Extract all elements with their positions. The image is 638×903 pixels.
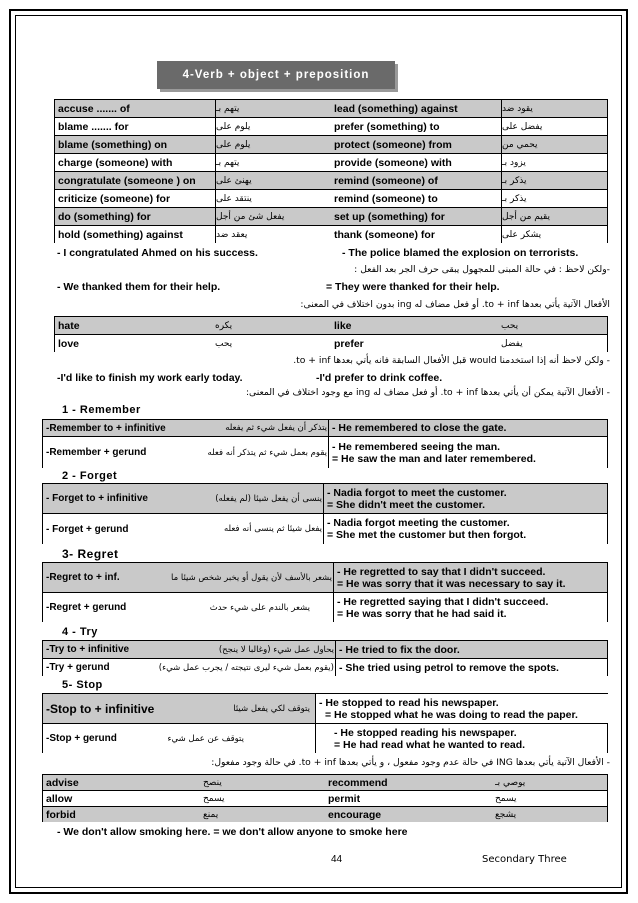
table-cell: يسمح: [203, 793, 225, 804]
table-cell: يفضل: [501, 338, 523, 349]
table-row: [55, 317, 607, 335]
banner-title: 4-Verb + object + preposition: [182, 69, 370, 81]
table-cell: يحمي من: [501, 136, 612, 153]
table-row: [43, 420, 607, 437]
verb-object-preposition-table: [54, 99, 608, 243]
table-cell: provide (someone) with: [334, 156, 452, 169]
table-cell: accuse ....... of: [58, 102, 130, 115]
table-cell: يذكر بـ: [501, 190, 612, 207]
table-cell: يعقد ضد: [215, 226, 334, 243]
table-cell: blame ....... for: [58, 120, 129, 133]
table-cell: thank (someone) for: [334, 228, 435, 241]
section-title-remember: 1 - Remember: [62, 404, 141, 416]
table-row: [43, 659, 607, 676]
arabic-note: - الأفعال الآتية يأتي بعدها ING في حالة عدم وجود مفعول ، و يأتي بعدها to + inf. في حالة وجود مفعول:: [211, 757, 610, 768]
table-cell: ينصح: [203, 777, 222, 788]
page-number: 44: [331, 854, 343, 865]
table-cell: يفضل على: [501, 118, 612, 135]
table-cell: advise: [46, 776, 79, 789]
table-row: [43, 593, 607, 622]
table-cell: - He stopped reading his newspaper. = He had read what he wanted to read.: [315, 724, 628, 753]
example-sentence: - The police blamed the explosion on terrorists.: [342, 247, 579, 259]
table-row: [43, 775, 607, 791]
table-cell: - Nadia forgot to meet the customer. = She didn't meet the customer.: [323, 484, 613, 513]
table-cell: يحب: [501, 320, 519, 331]
table-row: [55, 226, 607, 243]
table-cell: - Forget to + infinitive ينسى أن يفعل شيئا (لم يفعله): [46, 493, 322, 504]
table-cell: - She tried using petrol to remove the spots.: [335, 659, 613, 676]
table-cell: يمنع: [203, 809, 219, 820]
table-cell: يلوم على: [215, 118, 334, 135]
table-row: [55, 172, 607, 190]
table-cell: set up (something) for: [334, 210, 445, 223]
table-cell: يسمح: [495, 793, 517, 804]
table-row: [43, 563, 607, 593]
section-title-regret: 3- Regret: [62, 547, 119, 561]
table-row: [43, 807, 607, 822]
table-cell: يقيم من أجل: [501, 208, 612, 225]
table-cell: love: [58, 337, 80, 350]
table-cell: يفعل شئ من أجل: [215, 208, 334, 225]
stop-table: [42, 693, 608, 753]
table-cell: -Try + gerund (يقوم بعمل شيء ليرى نتيجته / يجرب عمل شيء): [46, 662, 334, 673]
example-sentence: -I'd like to finish my work early today.: [57, 372, 243, 384]
table-cell: -Stop + gerund يتوقف عن عمل شيء: [46, 733, 244, 744]
table-row: [55, 335, 607, 352]
table-cell: يحب: [215, 338, 233, 349]
table-cell: allow: [46, 792, 73, 805]
example-sentence: - We don't allow smoking here. = we don't allow anyone to smoke here: [57, 826, 408, 838]
table-cell: ينتقد على: [215, 190, 334, 207]
advise-verbs-table: [42, 774, 608, 822]
table-row: [55, 154, 607, 172]
table-cell: يزود بـ: [501, 154, 612, 171]
table-cell: encourage: [328, 808, 382, 821]
table-row: [55, 208, 607, 226]
table-cell: - He regretted to say that I didn't succeed. = He was sorry that it was necessary to say it.: [333, 563, 613, 592]
table-cell: -Regret to + inf. يشعر بالأسف لأن يقول أو يخبر شخص شيئا ما: [46, 572, 332, 583]
section-title-stop: 5- Stop: [62, 679, 103, 691]
table-cell: يوصي بـ: [495, 777, 526, 788]
table-cell: يتهم بـ: [215, 154, 334, 171]
example-sentence: = They were thanked for their help.: [326, 281, 500, 293]
table-cell: -Try to + infinitive يحاول عمل شيء (وغالبا لا ينجح): [46, 644, 334, 655]
table-cell: charge (someone) with: [58, 156, 173, 169]
table-cell: remind (someone) of: [334, 174, 438, 187]
example-sentence: -I'd prefer to drink coffee.: [316, 372, 443, 384]
table-row: [55, 136, 607, 154]
table-cell: - Forget + gerund يفعل شيئا ثم ينسى أنه فعله: [46, 523, 322, 535]
forget-table: [42, 483, 608, 544]
table-cell: congratulate (someone ) on: [58, 174, 196, 187]
table-cell: protect (someone) from: [334, 138, 452, 151]
table-cell: prefer: [334, 337, 364, 350]
table-row: [43, 724, 607, 753]
table-row: [43, 514, 607, 544]
section-title-try: 4 - Try: [62, 626, 98, 638]
table-cell: lead (something) against: [334, 102, 458, 115]
table-row: [43, 437, 607, 468]
table-cell: - He remembered seeing the man. = He saw the man and later remembered.: [328, 437, 613, 468]
arabic-note: - ولكن لاحظ أنه إذا استخدمنا would قبل الأفعال السابقة فانه يأتي بعدها to + inf.: [293, 355, 610, 366]
section-banner: [157, 61, 395, 89]
table-cell: blame (something) on: [58, 138, 168, 151]
table-cell: يهنئ على: [215, 172, 334, 189]
table-row: [55, 190, 607, 208]
table-cell: يشكر على: [501, 226, 612, 243]
table-cell: يتهم بـ: [215, 100, 334, 117]
table-cell: -Remember + gerund يقوم بعمل شيء ثم يتذكر أنه فعله: [46, 447, 327, 458]
example-sentence: - I congratulated Ahmed on his success.: [57, 247, 258, 259]
table-cell: hate: [58, 319, 80, 332]
table-cell: يكره: [215, 320, 233, 331]
table-row: [43, 694, 607, 724]
table-cell: يلوم على: [215, 136, 334, 153]
table-cell: prefer (something) to: [334, 120, 440, 133]
table-cell: - He remembered to close the gate.: [328, 420, 613, 436]
table-row: [55, 100, 607, 118]
table-cell: - He stopped to read his newspaper. = He stopped what he was doing to read the paper.: [315, 694, 613, 723]
table-cell: permit: [328, 792, 361, 805]
table-cell: recommend: [328, 776, 388, 789]
example-sentence: - We thanked them for their help.: [57, 281, 221, 293]
table-cell: forbid: [46, 808, 76, 821]
try-table: [42, 640, 608, 676]
table-cell: do (something) for: [58, 210, 151, 223]
table-cell: criticize (someone) for: [58, 192, 171, 205]
table-cell: يقود ضد: [501, 100, 612, 117]
like-verbs-table: [54, 316, 608, 352]
table-cell: يذكر بـ: [501, 172, 612, 189]
footer-label: Secondary Three: [482, 854, 567, 865]
arabic-note: -ولكن لاحظ : في حالة المبنى للمجهول يبقى حرف الجر بعد الفعل :: [354, 264, 610, 275]
arabic-note: الأفعال الآتية يأتي بعدها to + inf. أو فعل مضاف له ing بدون اختلاف في المعنى:: [300, 299, 610, 310]
table-cell: - Nadia forgot meeting the customer. = She met the customer but then forgot.: [323, 514, 613, 544]
regret-table: [42, 562, 608, 622]
arabic-note: - الأفعال الآتية يمكن أن يأتي بعدها to + inf. أو فعل مضاف له ing مع وجود اختلاف في المعنى:: [245, 387, 610, 398]
table-cell: -Remember to + infinitive يتذكر أن يفعل شيء ثم يفعله: [46, 422, 327, 434]
table-cell: -Regret + gerund يشعر بالندم على شيء حدث: [46, 602, 310, 613]
table-cell: - He tried to fix the door.: [335, 641, 613, 658]
table-cell: -Stop to + infinitive يتوقف لكي يفعل شيئا: [46, 701, 310, 716]
table-row: [43, 791, 607, 807]
table-cell: like: [334, 319, 352, 332]
table-row: [55, 118, 607, 136]
table-cell: - He regretted saying that I didn't succeed. = He was sorry that he had said it.: [333, 593, 613, 622]
table-row: [43, 484, 607, 514]
table-row: [43, 641, 607, 659]
section-title-forget: 2 - Forget: [62, 470, 118, 482]
table-cell: hold (something) against: [58, 228, 183, 241]
table-cell: يشجع: [495, 809, 517, 820]
remember-table: [42, 419, 608, 468]
table-cell: remind (someone) to: [334, 192, 438, 205]
